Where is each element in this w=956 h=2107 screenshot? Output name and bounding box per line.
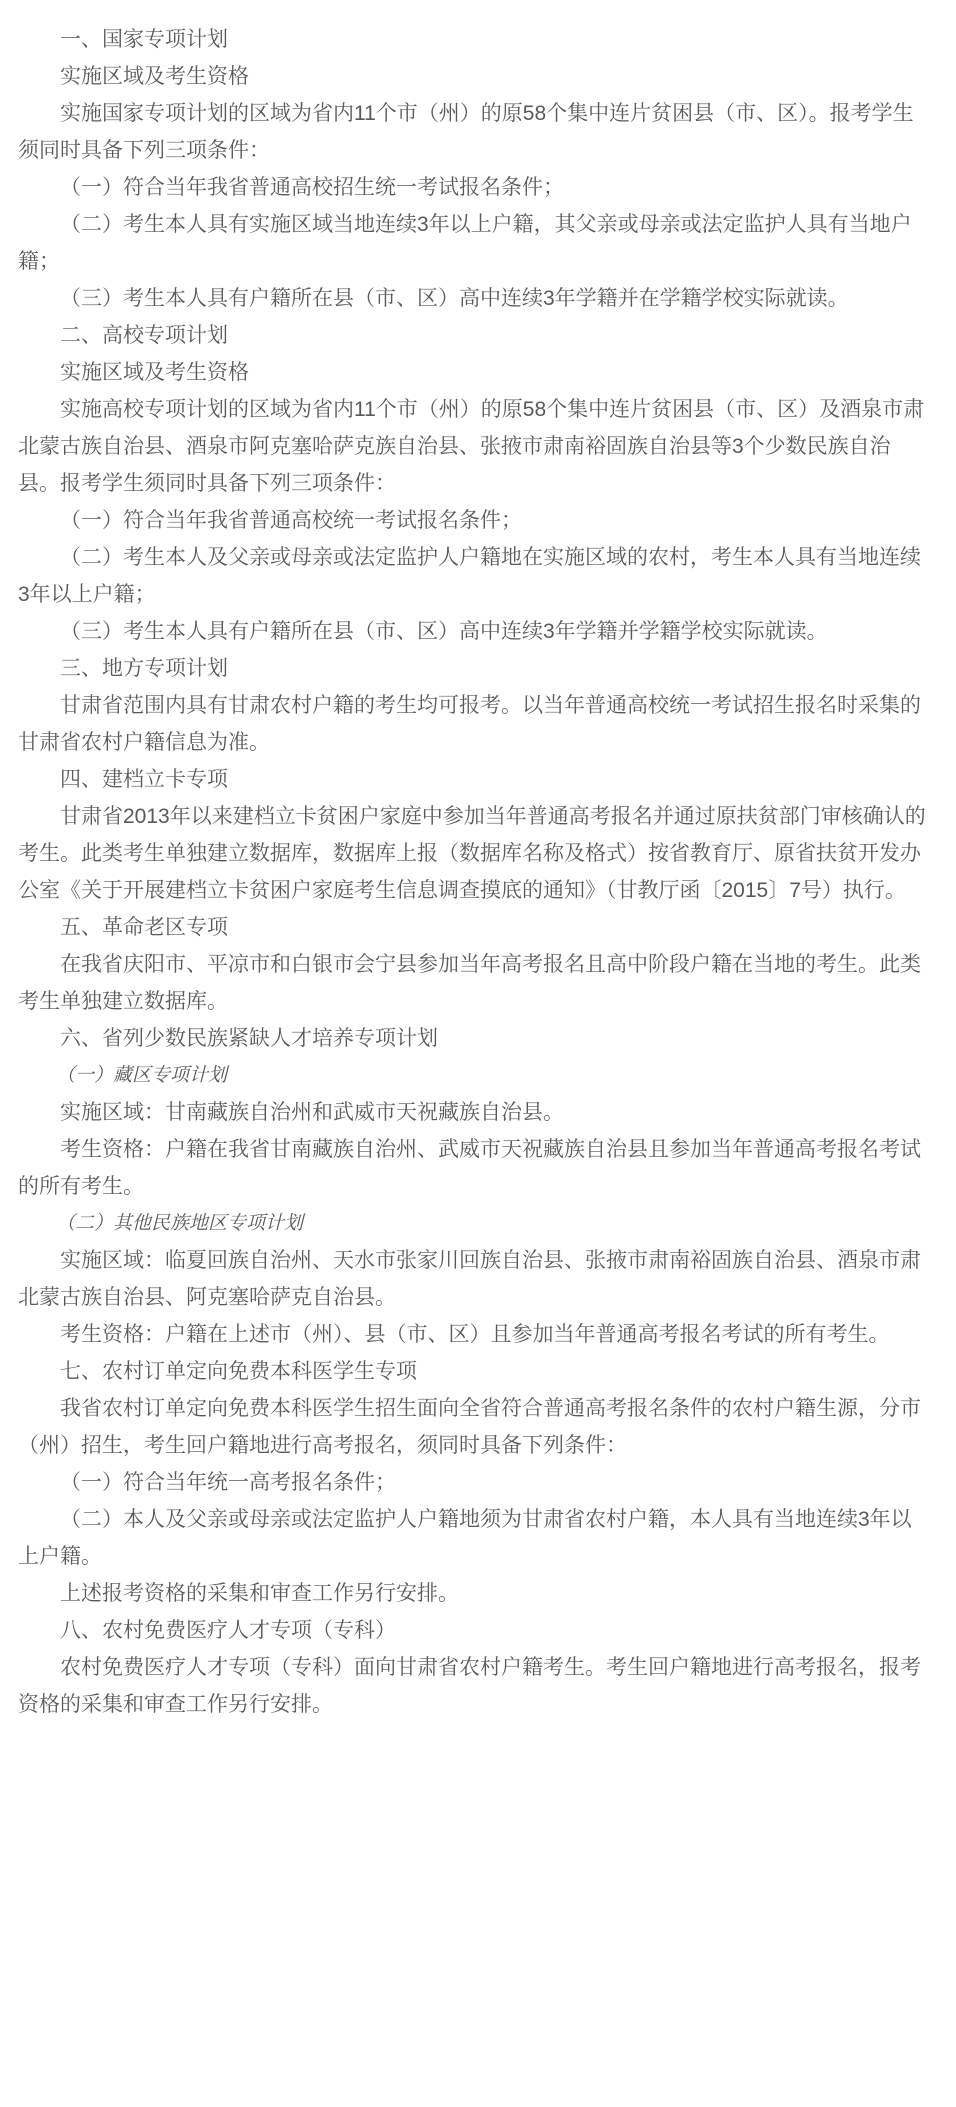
section-heading-rural-medical-vocational: 八、农村免费医疗人才专项（专科） [60, 1619, 396, 1642]
paragraph: 实施国家专项计划的区域为省内11个市（州）的原58个集中连片贫困县（市、区）。报考学生须同时具备下列三项条件： [18, 102, 914, 162]
paragraph: 农村免费医疗人才专项（专科）面向甘肃省农村户籍考生。考生回户籍地进行高考报名，报考资格的采集和审查工作另行安排。 [18, 1656, 921, 1716]
paragraph: 我省农村订单定向免费本科医学生招生面向全省符合普通高考报名条件的农村户籍生源，分市（州）招生，考生回户籍地进行高考报名，须同时具备下列条件： [18, 1397, 921, 1457]
sub-heading-tibetan-area-plan: （一）藏区专项计划 [56, 1064, 228, 1086]
section-heading-local-plan: 三、地方专项计划 [60, 657, 228, 680]
paragraph: 甘肃省2013年以来建档立卡贫困户家庭中参加当年普通高考报名并通过原扶贫部门审核确认的考生。此类考生单独建立数据库，数据库上报（数据库名称及格式）按省教育厅、原省扶贫开发办公室《关于开展建档立卡贫困户家庭考生信息调查摸底的通知》（甘教厅函〔2015〕7号）执行。 [18, 805, 926, 902]
paragraph: 甘肃省范围内具有甘肃农村户籍的考生均可报考。以当年普通高校统一考试招生报名时采集的甘肃省农村户籍信息为准。 [18, 694, 921, 754]
list-item: （二）考生本人及父亲或母亲或法定监护人户籍地在实施区域的农村，考生本人具有当地连续3年以上户籍； [18, 546, 921, 606]
list-item: （一）符合当年我省普通高校招生统一考试报名条件； [60, 176, 564, 199]
section-heading-university-plan: 二、高校专项计划 [60, 324, 228, 347]
section-heading-old-revolutionary-areas: 五、革命老区专项 [60, 916, 228, 939]
sub-heading-region-eligibility: 实施区域及考生资格 [60, 361, 249, 384]
sub-heading-region-eligibility: 实施区域及考生资格 [60, 65, 249, 88]
list-item: （一）符合当年我省普通高校统一考试报名条件； [60, 509, 522, 532]
section-heading-poverty-registry: 四、建档立卡专项 [60, 768, 228, 791]
list-item: （三）考生本人具有户籍所在县（市、区）高中连续3年学籍并学籍学校实际就读。 [60, 620, 828, 643]
paragraph: 实施高校专项计划的区域为省内11个市（州）的原58个集中连片贫困县（市、区）及酒泉市肃北蒙古族自治县、酒泉市阿克塞哈萨克族自治县、张掖市肃南裕固族自治县等3个少数民族自治县。报考学生须同时具备下列三项条件： [18, 398, 925, 495]
list-item: （一）符合当年统一高考报名条件； [60, 1471, 396, 1494]
section-heading-rural-medical-undergrad: 七、农村订单定向免费本科医学生专项 [60, 1360, 417, 1383]
paragraph: 考生资格：户籍在上述市（州）、县（市、区）且参加当年普通高考报名考试的所有考生。 [60, 1323, 890, 1346]
paragraph: 上述报考资格的采集和审查工作另行安排。 [60, 1582, 459, 1605]
section-heading-national-plan: 一、国家专项计划 [60, 28, 228, 51]
paragraph: 在我省庆阳市、平凉市和白银市会宁县参加当年高考报名且高中阶段户籍在当地的考生。此类考生单独建立数据库。 [18, 953, 921, 1013]
list-item: （二）本人及父亲或母亲或法定监护人户籍地须为甘肃省农村户籍，本人具有当地连续3年以上户籍。 [18, 1508, 912, 1568]
sub-heading-other-minority-area-plan: （二）其他民族地区专项计划 [56, 1212, 304, 1234]
paragraph: 实施区域：甘南藏族自治州和武威市天祝藏族自治县。 [60, 1101, 564, 1124]
paragraph: 实施区域：临夏回族自治州、天水市张家川回族自治县、张掖市肃南裕固族自治县、酒泉市肃北蒙古族自治县、阿克塞哈萨克自治县。 [18, 1249, 921, 1309]
paragraph: 考生资格：户籍在我省甘南藏族自治州、武威市天祝藏族自治县且参加当年普通高考报名考试的所有考生。 [18, 1138, 921, 1198]
section-heading-minority-talent-plan: 六、省列少数民族紧缺人才培养专项计划 [60, 1027, 438, 1050]
list-item: （三）考生本人具有户籍所在县（市、区）高中连续3年学籍并在学籍学校实际就读。 [60, 287, 849, 310]
list-item: （二）考生本人具有实施区域当地连续3年以上户籍，其父亲或母亲或法定监护人具有当地户籍； [18, 213, 912, 273]
